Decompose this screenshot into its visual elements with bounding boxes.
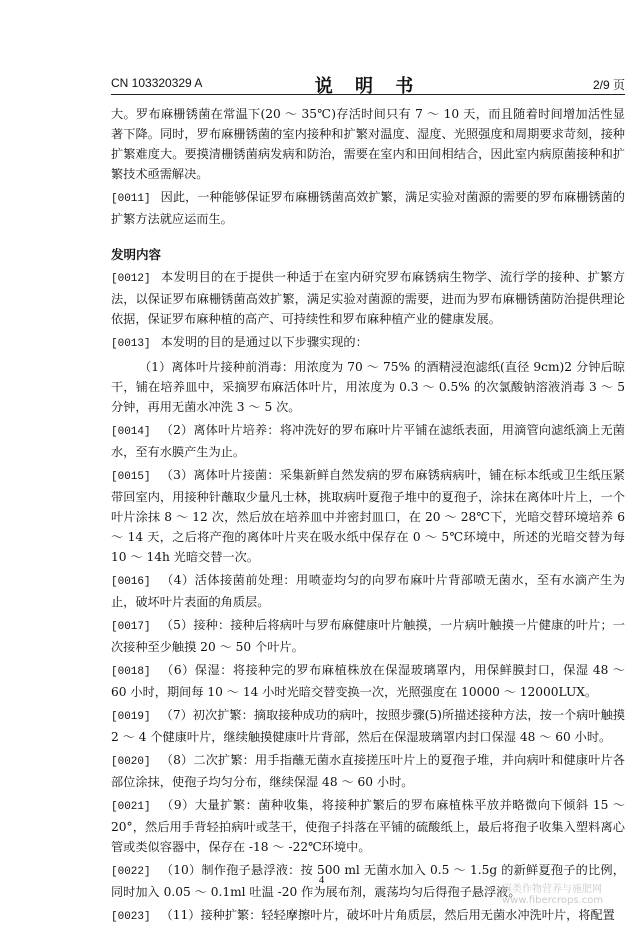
paragraph-text: 本发明的目的是通过以下步骤实现的： [160,335,368,349]
paragraph-text: （2）离体叶片培养：将冲洗好的罗布麻叶片平铺在滤纸表面，用滴管向滤纸滴上无菌水，至有水膜产生为止。 [111,423,625,459]
document-title: 说 明 书 [314,76,422,97]
paragraph-text: 本发明目的在于提供一种适于在室内研究罗布麻锈病生物学、流行学的接种、扩繁方法，以保证罗布麻栅锈菌高效扩繁，满足实验对菌源的需要，进而为罗布麻栅锈菌防治提供理论依据，保证罗布麻种植的高产、可持续性和罗布麻种植产业的健康发展。 [111,270,625,326]
paragraph-0023 [111,905,625,927]
paragraph-number: [0020] [111,756,151,768]
paragraph-text: （8）二次扩繁：用手指蘸无菌水直接搓压叶片上的夏孢子堆，并向病叶和健康叶片各部位涂抹，使孢子均匀分布，继续保湿 48 ～ 60 小时。 [111,753,625,789]
paragraph-text: （11）接种扩繁：轻轻摩擦叶片，破坏叶片角质层，然后用无菌水冲洗叶片，将配置 [160,908,615,922]
paragraph-0015 [111,465,625,567]
paragraph-text: （5）接种：接种后将病叶与罗布麻健康叶片触摸，一片病叶触摸一片健康的叶片；一次接种至少触摸 20 ～ 50 个叶片。 [111,618,625,654]
page-indicator: 2/9 页 [592,78,625,92]
site-watermark [502,884,637,908]
paragraph-0013 [111,332,625,354]
paragraph-0021 [111,795,625,857]
paragraph-text: 因此，一种能够保证罗布麻栅锈菌高效扩繁，满足实验对菌源的需要的罗布麻栅锈菌的扩繁方法就应运而生。 [111,190,625,226]
paragraph-number: [0015] [111,471,151,483]
paragraph-number: [0012] [111,273,151,285]
publication-number: CN 103320329 A [111,76,203,90]
paragraph-0012 [111,267,625,329]
paragraph-0017 [111,615,625,657]
paragraph-number: [0016] [111,576,151,588]
paragraph-text: （7）初次扩繁：摘取接种成功的病叶，按照步骤(5)所描述接种方法，按一个病叶触摸 2 ～ 4 个健康叶片，继续触摸健康叶片背部，然后在保湿玻璃罩内封口保湿 48 ～ 60 小时。 [111,708,625,744]
document-body [111,104,625,930]
paragraph-text: （4）活体接菌前处理：用喷壶均匀的向罗布麻叶片背部喷无菌水，至有水滴产生为止，破坏叶片表面的角质层。 [111,573,625,609]
paragraph-text: （3）离体叶片接菌：采集新鲜自然发病的罗布麻锈病病叶，铺在标本纸或卫生纸压紧带回室内，用接种针蘸取少量凡士林，挑取病叶夏孢子堆中的夏孢子，涂抹在离体叶片上，一个叶片涂抹 8 ～ 12 次，然后放在培养皿中并密封皿口，在 20 ～ 28℃下，光暗交替环境培养 6 ～ 14 天，之后将产孢的离体叶片夹在吸水纸中保存在 0 ～ 5℃环境中，所述的光暗交替为每 10 ～ 14h 光暗交替一次。 [111,468,625,564]
paragraph-number: [0013] [111,338,151,350]
paragraph-text: （9）大量扩繁：菌种收集，将接种扩繁后的罗布麻植株平放并略微向下倾斜 15 ～ 20°，然后用手背轻拍病叶或茎干，使孢子抖落在平铺的硫酸纸上，最后将孢子收集入塑料离心管或类似容器中，保存在 -18 ～ -22℃环境中。 [111,798,625,854]
paragraph-0016 [111,570,625,612]
intro-paragraph: 大。罗布麻栅锈菌在常温下(20 ～ 35℃)存活时间只有 7 ～ 10 天，而且随着时间增加活性显著下降。同时，罗布麻栅锈菌的室内接种和扩繁对温度、湿度、光照强度和周期要求苛刻，接种扩繁难度大。要摸清栅锈菌病发病和防治，需要在室内和田间相结合，因此室内病原菌接种和扩繁技术亟需解决。 [111,107,625,181]
page-header [111,72,625,95]
paragraph-0014 [111,420,625,462]
paragraph-0018 [111,660,625,702]
paragraph-text: （10）制作孢子悬浮液：按 500 ml 无菌水加入 0.5 ～ 1.5g 的新鲜夏孢子的比例，同时加入 0.05 ～ 0.1ml 吐温 -20 作为展布剂，震荡均匀后得孢子悬浮液。 [111,863,625,899]
paragraph-text: （6）保湿：将接种完的罗布麻植株放在保湿玻璃罩内，用保鲜膜封口，保湿 48 ～ 60 小时，期间每 10 ～ 14 小时光暗交替变换一次，光照强度在 10000 ～ 12000LUX。 [111,663,625,699]
paragraph-0019 [111,705,625,747]
page-number: 4 [318,874,325,886]
paragraph-number: [0019] [111,711,151,723]
section-heading: 发明内容 [111,247,162,262]
paragraph-number: [0022] [111,866,151,878]
paragraph-number: [0021] [111,801,151,813]
paragraph-number: [0017] [111,621,151,633]
watermark-url: www.fibercrops.com [502,895,604,906]
paragraph-0011 [111,187,625,229]
paragraph-number: [0018] [111,666,151,678]
paragraph-0020 [111,750,625,792]
paragraph-number: [0023] [111,911,151,923]
paragraph-number: [0011] [111,193,151,205]
watermark-title: 麻类作物营养与施肥网 [502,884,602,895]
step-1: （1）离体叶片接种前消毒：用浓度为 70 ～ 75% 的酒精浸泡滤纸(直径 9cm)2 分钟后晾干，铺在培养皿中，采摘罗布麻活体叶片，用浓度为 0.3 ～ 0.5% 的次氯酸钠溶液消毒 3 ～ 5 分钟，再用无菌水冲洗 3 ～ 5 次。 [111,360,625,414]
paragraph-number: [0014] [111,426,151,438]
